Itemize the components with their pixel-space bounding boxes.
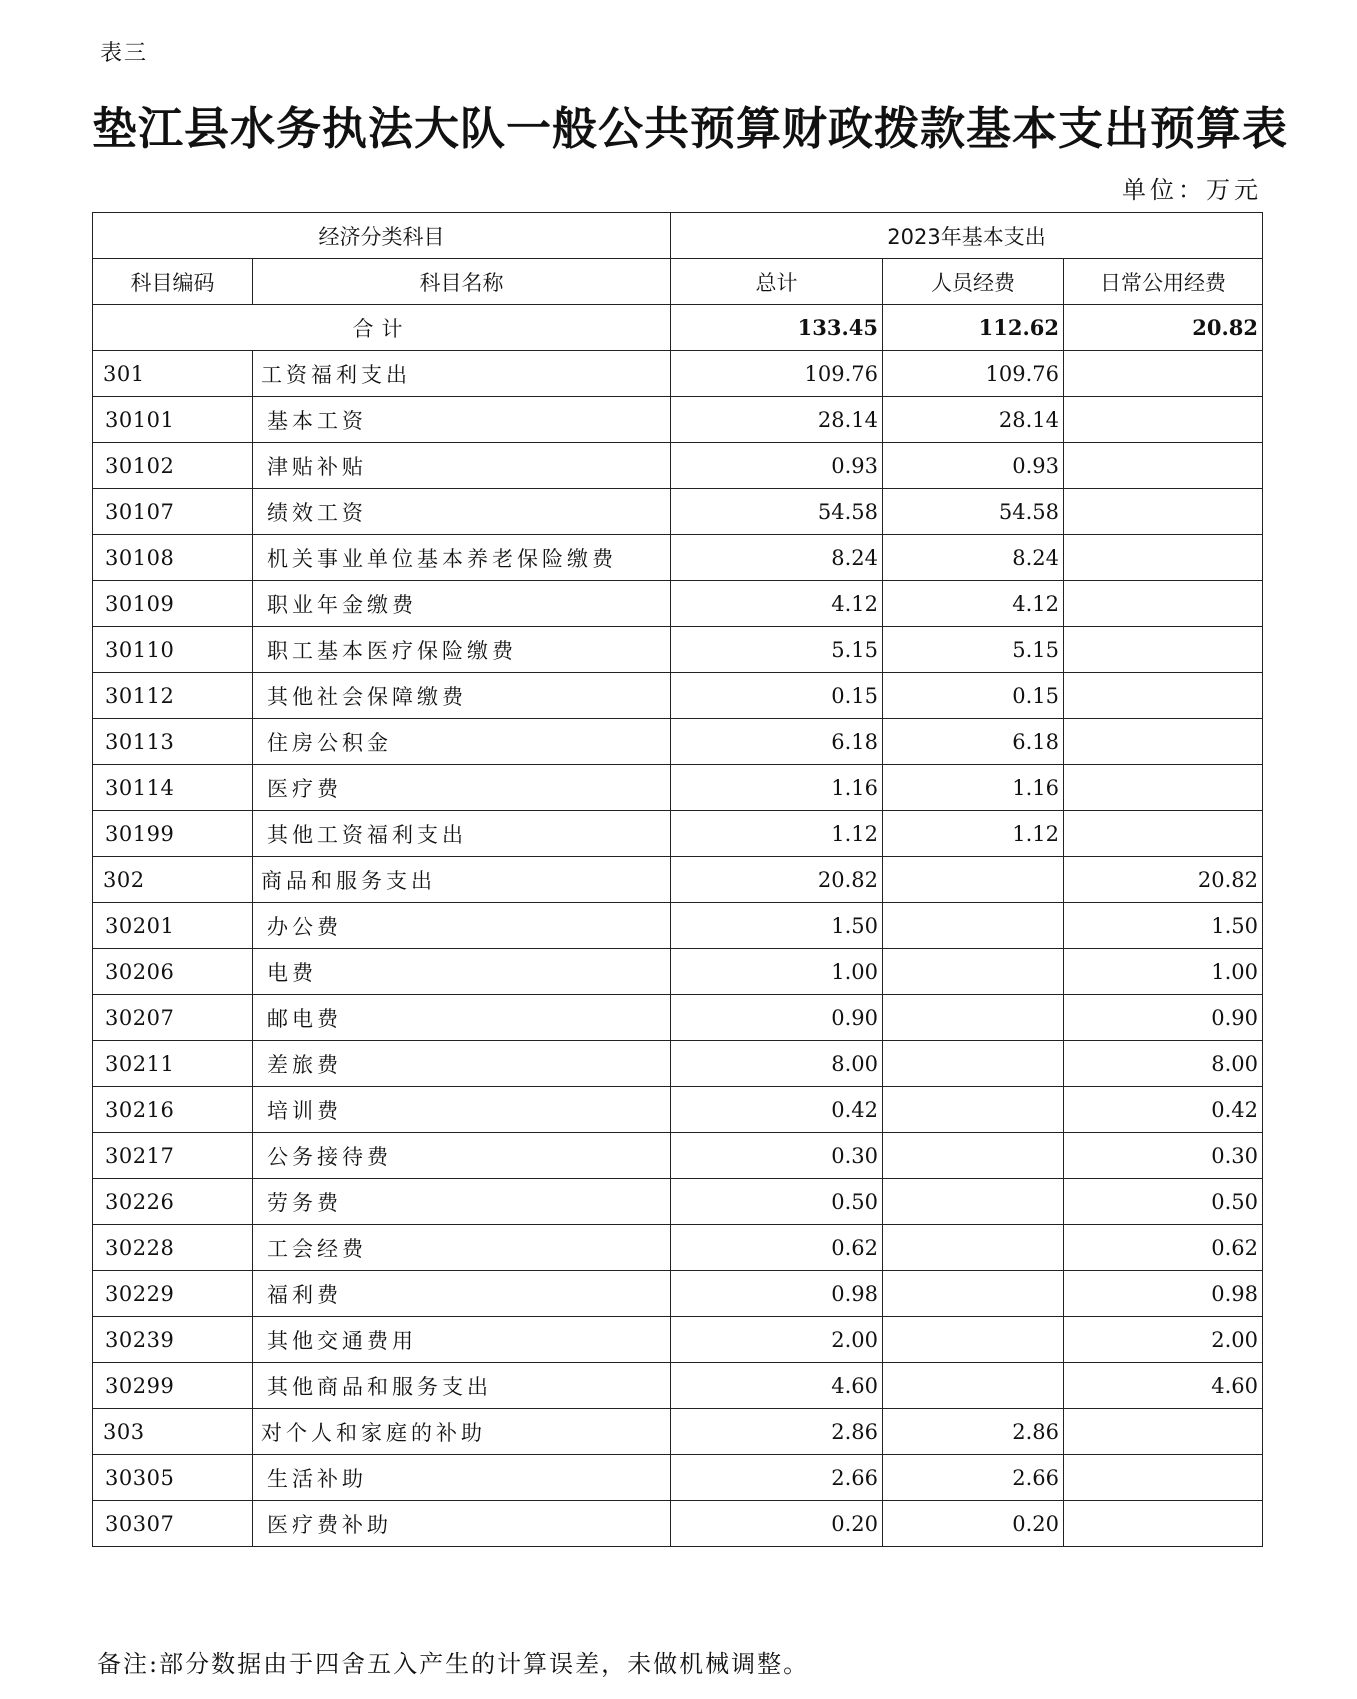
table-row xyxy=(93,949,1263,995)
cell-name: 医疗费 xyxy=(253,765,671,811)
cell-total: 2.86 xyxy=(671,1409,883,1455)
cell-name: 基本工资 xyxy=(253,397,671,443)
cell-total: 20.82 xyxy=(671,857,883,903)
cell-total: 0.20 xyxy=(671,1501,883,1547)
cell-public xyxy=(1064,1501,1263,1547)
header-economic-category: 经济分类科目 xyxy=(93,213,671,259)
cell-personnel xyxy=(883,995,1064,1041)
cell-total: 1.16 xyxy=(671,765,883,811)
header-name: 科目名称 xyxy=(253,259,671,305)
cell-total: 4.60 xyxy=(671,1363,883,1409)
cell-public xyxy=(1064,535,1263,581)
cell-code: 302 xyxy=(93,857,253,903)
cell-public xyxy=(1064,1409,1263,1455)
cell-code: 30206 xyxy=(93,949,253,995)
cell-name: 医疗费补助 xyxy=(253,1501,671,1547)
cell-total: 8.24 xyxy=(671,535,883,581)
cell-total: 2.00 xyxy=(671,1317,883,1363)
table-row xyxy=(93,903,1263,949)
cell-code: 301 xyxy=(93,351,253,397)
cell-public: 2.00 xyxy=(1064,1317,1263,1363)
cell-code: 30110 xyxy=(93,627,253,673)
table-row xyxy=(93,1179,1263,1225)
cell-code: 30101 xyxy=(93,397,253,443)
cell-total: 0.90 xyxy=(671,995,883,1041)
cell-personnel xyxy=(883,903,1064,949)
cell-total: 8.00 xyxy=(671,1041,883,1087)
header-code: 科目编码 xyxy=(93,259,253,305)
cell-code: 30114 xyxy=(93,765,253,811)
header-total: 总计 xyxy=(671,259,883,305)
cell-public: 0.30 xyxy=(1064,1133,1263,1179)
cell-public xyxy=(1064,489,1263,535)
table-row xyxy=(93,995,1263,1041)
cell-total: 1.50 xyxy=(671,903,883,949)
cell-code: 30299 xyxy=(93,1363,253,1409)
cell-personnel: 1.16 xyxy=(883,765,1064,811)
cell-total: 4.12 xyxy=(671,581,883,627)
header-public: 日常公用经费 xyxy=(1064,259,1263,305)
cell-name: 差旅费 xyxy=(253,1041,671,1087)
cell-personnel xyxy=(883,1087,1064,1133)
unit-label: 单位：万元 xyxy=(1122,176,1262,204)
cell-personnel xyxy=(883,1271,1064,1317)
cell-total: 2.66 xyxy=(671,1455,883,1501)
cell-personnel xyxy=(883,1133,1064,1179)
table-row xyxy=(93,397,1263,443)
cell-name: 工资福利支出 xyxy=(253,351,671,397)
cell-code: 30112 xyxy=(93,673,253,719)
cell-personnel: 2.66 xyxy=(883,1455,1064,1501)
cell-personnel: 109.76 xyxy=(883,351,1064,397)
table-row xyxy=(93,1363,1263,1409)
cell-total: 28.14 xyxy=(671,397,883,443)
cell-code: 30226 xyxy=(93,1179,253,1225)
table-row xyxy=(93,443,1263,489)
cell-code: 30239 xyxy=(93,1317,253,1363)
cell-personnel: 4.12 xyxy=(883,581,1064,627)
cell-public xyxy=(1064,627,1263,673)
cell-public: 20.82 xyxy=(1064,857,1263,903)
cell-name: 机关事业单位基本养老保险缴费 xyxy=(253,535,671,581)
cell-personnel: 6.18 xyxy=(883,719,1064,765)
cell-personnel: 8.24 xyxy=(883,535,1064,581)
cell-personnel xyxy=(883,1179,1064,1225)
cell-code: 30228 xyxy=(93,1225,253,1271)
table-row xyxy=(93,811,1263,857)
cell-total: 0.93 xyxy=(671,443,883,489)
cell-code: 30207 xyxy=(93,995,253,1041)
totals-personnel: 112.62 xyxy=(883,305,1064,351)
cell-personnel xyxy=(883,1041,1064,1087)
cell-name: 电费 xyxy=(253,949,671,995)
table-row xyxy=(93,1455,1263,1501)
cell-name: 其他社会保障缴费 xyxy=(253,673,671,719)
cell-name: 住房公积金 xyxy=(253,719,671,765)
cell-total: 0.50 xyxy=(671,1179,883,1225)
cell-total: 6.18 xyxy=(671,719,883,765)
cell-personnel xyxy=(883,1363,1064,1409)
cell-total: 1.00 xyxy=(671,949,883,995)
cell-code: 30113 xyxy=(93,719,253,765)
cell-personnel: 0.93 xyxy=(883,443,1064,489)
table-row xyxy=(93,627,1263,673)
table-row xyxy=(93,673,1263,719)
cell-public: 1.00 xyxy=(1064,949,1263,995)
cell-public xyxy=(1064,765,1263,811)
cell-name: 商品和服务支出 xyxy=(253,857,671,903)
cell-public: 1.50 xyxy=(1064,903,1263,949)
table-row xyxy=(93,1087,1263,1133)
table-row xyxy=(93,351,1263,397)
budget-table xyxy=(92,212,1263,1547)
cell-code: 30211 xyxy=(93,1041,253,1087)
cell-personnel: 2.86 xyxy=(883,1409,1064,1455)
cell-name: 其他交通费用 xyxy=(253,1317,671,1363)
cell-total: 0.15 xyxy=(671,673,883,719)
cell-name: 公务接待费 xyxy=(253,1133,671,1179)
cell-total: 5.15 xyxy=(671,627,883,673)
cell-name: 津贴补贴 xyxy=(253,443,671,489)
cell-total: 1.12 xyxy=(671,811,883,857)
cell-total: 0.30 xyxy=(671,1133,883,1179)
table-row xyxy=(93,535,1263,581)
footnote: 备注:部分数据由于四舍五入产生的计算误差，未做机械调整。 xyxy=(97,1650,810,1678)
cell-public: 4.60 xyxy=(1064,1363,1263,1409)
cell-name: 绩效工资 xyxy=(253,489,671,535)
table-row xyxy=(93,1409,1263,1455)
table-row xyxy=(93,857,1263,903)
cell-name: 其他工资福利支出 xyxy=(253,811,671,857)
cell-name: 培训费 xyxy=(253,1087,671,1133)
cell-personnel: 54.58 xyxy=(883,489,1064,535)
table-row xyxy=(93,765,1263,811)
table-row xyxy=(93,1501,1263,1547)
cell-name: 其他商品和服务支出 xyxy=(253,1363,671,1409)
cell-public: 0.42 xyxy=(1064,1087,1263,1133)
table-row xyxy=(93,1041,1263,1087)
cell-personnel xyxy=(883,1225,1064,1271)
cell-public xyxy=(1064,719,1263,765)
column-header-row xyxy=(93,259,1263,305)
cell-public: 8.00 xyxy=(1064,1041,1263,1087)
cell-personnel: 1.12 xyxy=(883,811,1064,857)
cell-code: 30305 xyxy=(93,1455,253,1501)
cell-personnel xyxy=(883,857,1064,903)
cell-public xyxy=(1064,811,1263,857)
cell-total: 54.58 xyxy=(671,489,883,535)
cell-personnel xyxy=(883,1317,1064,1363)
cell-code: 30108 xyxy=(93,535,253,581)
cell-public: 0.62 xyxy=(1064,1225,1263,1271)
cell-public xyxy=(1064,581,1263,627)
cell-name: 对个人和家庭的补助 xyxy=(253,1409,671,1455)
table-row xyxy=(93,489,1263,535)
totals-label: 合计 xyxy=(93,305,671,351)
cell-public xyxy=(1064,397,1263,443)
table-row xyxy=(93,1225,1263,1271)
cell-code: 30109 xyxy=(93,581,253,627)
table-row xyxy=(93,1317,1263,1363)
cell-name: 生活补助 xyxy=(253,1455,671,1501)
page-title: 垫江县水务执法大队一般公共预算财政拨款基本支出预算表 xyxy=(92,102,1289,155)
totals-public: 20.82 xyxy=(1064,305,1263,351)
header-basic-expense-2023: 2023年基本支出 xyxy=(671,213,1263,259)
header-personnel: 人员经费 xyxy=(883,259,1064,305)
cell-code: 30217 xyxy=(93,1133,253,1179)
cell-name: 办公费 xyxy=(253,903,671,949)
cell-personnel xyxy=(883,949,1064,995)
cell-public xyxy=(1064,443,1263,489)
cell-code: 30216 xyxy=(93,1087,253,1133)
table-row xyxy=(93,1271,1263,1317)
cell-code: 30102 xyxy=(93,443,253,489)
table-row xyxy=(93,1133,1263,1179)
group-header-row xyxy=(93,213,1263,259)
cell-name: 工会经费 xyxy=(253,1225,671,1271)
cell-code: 303 xyxy=(93,1409,253,1455)
cell-code: 30199 xyxy=(93,811,253,857)
totals-row xyxy=(93,305,1263,351)
cell-personnel: 5.15 xyxy=(883,627,1064,673)
cell-personnel: 28.14 xyxy=(883,397,1064,443)
cell-code: 30107 xyxy=(93,489,253,535)
cell-total: 0.98 xyxy=(671,1271,883,1317)
cell-personnel: 0.15 xyxy=(883,673,1064,719)
totals-total: 133.45 xyxy=(671,305,883,351)
cell-public xyxy=(1064,673,1263,719)
cell-public: 0.98 xyxy=(1064,1271,1263,1317)
cell-name: 劳务费 xyxy=(253,1179,671,1225)
cell-public xyxy=(1064,1455,1263,1501)
cell-name: 邮电费 xyxy=(253,995,671,1041)
cell-code: 30229 xyxy=(93,1271,253,1317)
cell-total: 109.76 xyxy=(671,351,883,397)
cell-total: 0.62 xyxy=(671,1225,883,1271)
cell-personnel: 0.20 xyxy=(883,1501,1064,1547)
budget-table-body xyxy=(93,351,1263,1547)
cell-public xyxy=(1064,351,1263,397)
cell-code: 30201 xyxy=(93,903,253,949)
cell-public: 0.90 xyxy=(1064,995,1263,1041)
cell-name: 职业年金缴费 xyxy=(253,581,671,627)
cell-public: 0.50 xyxy=(1064,1179,1263,1225)
table-number-label: 表三 xyxy=(100,41,149,66)
cell-name: 职工基本医疗保险缴费 xyxy=(253,627,671,673)
cell-code: 30307 xyxy=(93,1501,253,1547)
cell-name: 福利费 xyxy=(253,1271,671,1317)
table-row xyxy=(93,581,1263,627)
cell-total: 0.42 xyxy=(671,1087,883,1133)
table-row xyxy=(93,719,1263,765)
